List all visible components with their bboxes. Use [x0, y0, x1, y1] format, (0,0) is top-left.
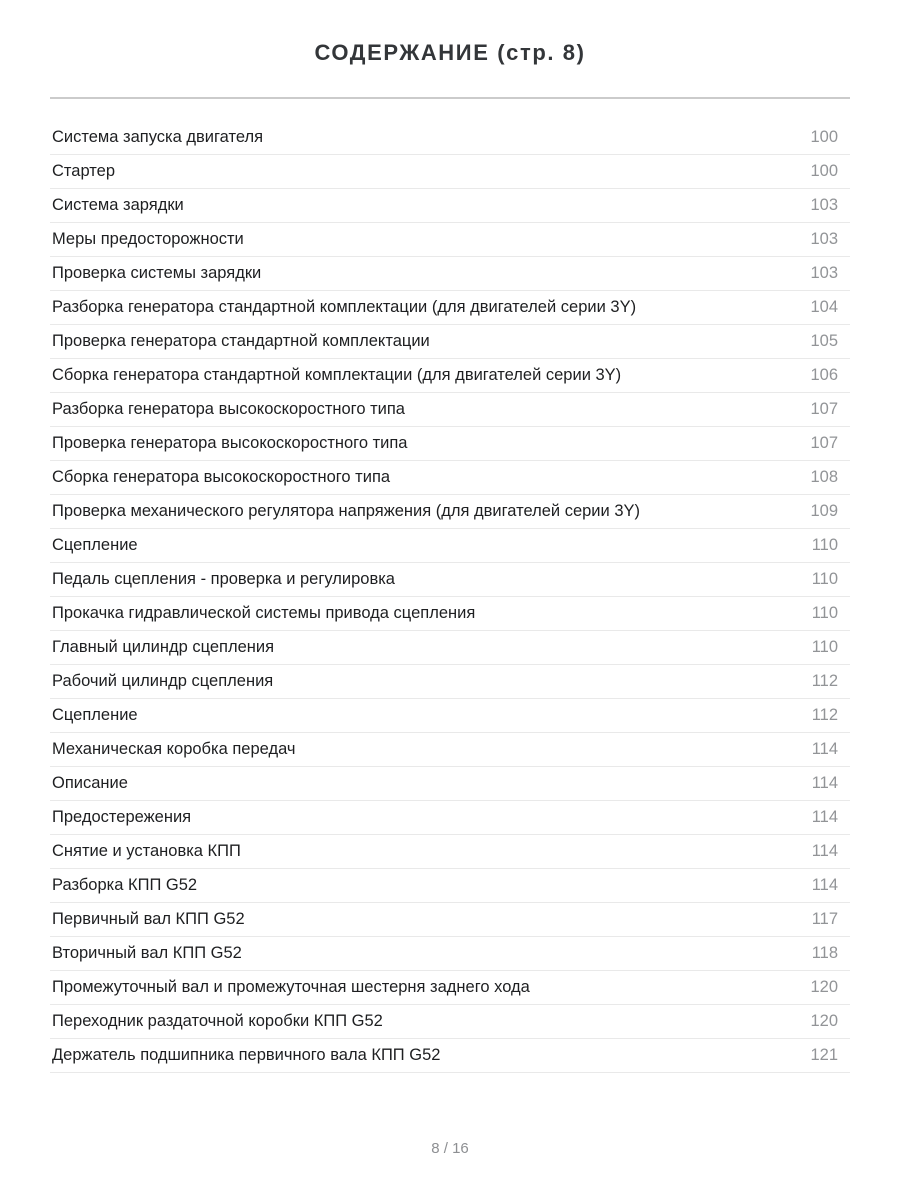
toc-item-page: 104	[810, 298, 838, 316]
toc-row[interactable]	[50, 801, 850, 835]
toc-row[interactable]	[50, 223, 850, 257]
toc-item-title: Сборка генератора стандартной комплектации (для двигателей серии 3Y)	[52, 366, 622, 384]
toc-item-page: 103	[810, 230, 838, 248]
toc-item-page: 118	[811, 944, 838, 962]
toc-row[interactable]	[50, 835, 850, 869]
toc-item-page: 114	[811, 808, 838, 826]
toc-item-page: 106	[810, 366, 838, 384]
toc-row[interactable]	[50, 189, 850, 223]
toc-row[interactable]	[50, 903, 850, 937]
toc-row[interactable]	[50, 1005, 850, 1039]
toc-row[interactable]	[50, 597, 850, 631]
toc-item-page: 107	[810, 400, 838, 418]
toc-item-page: 120	[810, 1012, 838, 1030]
toc-item-title: Механическая коробка передач	[52, 740, 296, 758]
toc-item-title: Проверка генератора высокоскоростного типа	[52, 434, 408, 452]
toc-row[interactable]	[50, 461, 850, 495]
toc-item-title: Сцепление	[52, 536, 138, 554]
toc-item-title: Переходник раздаточной коробки КПП G52	[52, 1012, 383, 1030]
pagination-label: 8 / 16	[431, 1140, 469, 1157]
toc-item-page: 114	[811, 740, 838, 758]
toc-row[interactable]	[50, 1039, 850, 1073]
toc-item-title: Первичный вал КПП G52	[52, 910, 245, 928]
toc-item-title: Стартер	[52, 162, 116, 180]
toc-item-title: Описание	[52, 774, 128, 792]
toc-item-title: Проверка механического регулятора напряжения (для двигателей серии 3Y)	[52, 502, 641, 520]
toc-row[interactable]	[50, 869, 850, 903]
toc-item-title: Промежуточный вал и промежуточная шестерня заднего хода	[52, 978, 530, 996]
toc-row[interactable]	[50, 495, 850, 529]
toc-item-title: Проверка генератора стандартной комплектации	[52, 332, 430, 350]
toc-item-page: 108	[810, 468, 838, 486]
toc-row[interactable]	[50, 427, 850, 461]
toc-row[interactable]	[50, 733, 850, 767]
toc-list	[50, 121, 850, 1073]
toc-item-title: Сборка генератора высокоскоростного типа	[52, 468, 391, 486]
toc-item-page: 105	[810, 332, 838, 350]
toc-row[interactable]	[50, 121, 850, 155]
toc-item-title: Педаль сцепления - проверка и регулировка	[52, 570, 395, 588]
toc-item-page: 114	[811, 876, 838, 894]
toc-item-title: Разборка КПП G52	[52, 876, 198, 894]
toc-item-title: Сцепление	[52, 706, 138, 724]
toc-item-page: 112	[811, 706, 838, 724]
toc-item-title: Главный цилиндр сцепления	[52, 638, 275, 656]
toc-item-page: 110	[811, 570, 838, 588]
toc-item-title: Разборка генератора высокоскоростного типа	[52, 400, 405, 418]
toc-row[interactable]	[50, 529, 850, 563]
toc-row[interactable]	[50, 631, 850, 665]
toc-item-title: Предостережения	[52, 808, 192, 826]
toc-item-page: 117	[811, 910, 838, 928]
toc-item-page: 103	[810, 196, 838, 214]
toc-item-page: 112	[811, 672, 838, 690]
title-divider	[50, 97, 850, 99]
toc-row[interactable]	[50, 563, 850, 597]
toc-row[interactable]	[50, 155, 850, 189]
page-title: СОДЕРЖАНИЕ (стр. 8)	[314, 40, 586, 65]
toc-row[interactable]	[50, 971, 850, 1005]
toc-item-page: 114	[811, 842, 838, 860]
toc-item-page: 110	[811, 604, 838, 622]
toc-item-page: 120	[810, 978, 838, 996]
toc-row[interactable]	[50, 325, 850, 359]
toc-item-page: 103	[810, 264, 838, 282]
toc-item-title: Прокачка гидравлической системы привода сцепления	[52, 604, 476, 622]
toc-item-page: 107	[810, 434, 838, 452]
toc-item-page: 114	[811, 774, 838, 792]
toc-item-title: Вторичный вал КПП G52	[52, 944, 242, 962]
toc-item-title: Система зарядки	[52, 196, 184, 214]
toc-item-page: 110	[811, 536, 838, 554]
toc-item-page: 100	[810, 162, 838, 180]
toc-item-page: 100	[810, 128, 838, 146]
toc-row[interactable]	[50, 291, 850, 325]
toc-item-title: Меры предосторожности	[52, 230, 244, 248]
toc-item-title: Снятие и установка КПП	[52, 842, 241, 860]
toc-item-title: Система запуска двигателя	[52, 128, 264, 146]
toc-row[interactable]	[50, 257, 850, 291]
toc-row[interactable]	[50, 767, 850, 801]
toc-row[interactable]	[50, 359, 850, 393]
toc-item-title: Рабочий цилиндр сцепления	[52, 672, 274, 690]
toc-row[interactable]	[50, 665, 850, 699]
toc-item-title: Держатель подшипника первичного вала КПП G52	[52, 1046, 441, 1064]
toc-item-page: 109	[810, 502, 838, 520]
toc-row[interactable]	[50, 699, 850, 733]
toc-row[interactable]	[50, 937, 850, 971]
toc-item-title: Разборка генератора стандартной комплектации (для двигателей серии 3Y)	[52, 298, 637, 316]
toc-item-page: 121	[810, 1046, 838, 1064]
toc-item-title: Проверка системы зарядки	[52, 264, 262, 282]
toc-row[interactable]	[50, 393, 850, 427]
toc-item-page: 110	[811, 638, 838, 656]
